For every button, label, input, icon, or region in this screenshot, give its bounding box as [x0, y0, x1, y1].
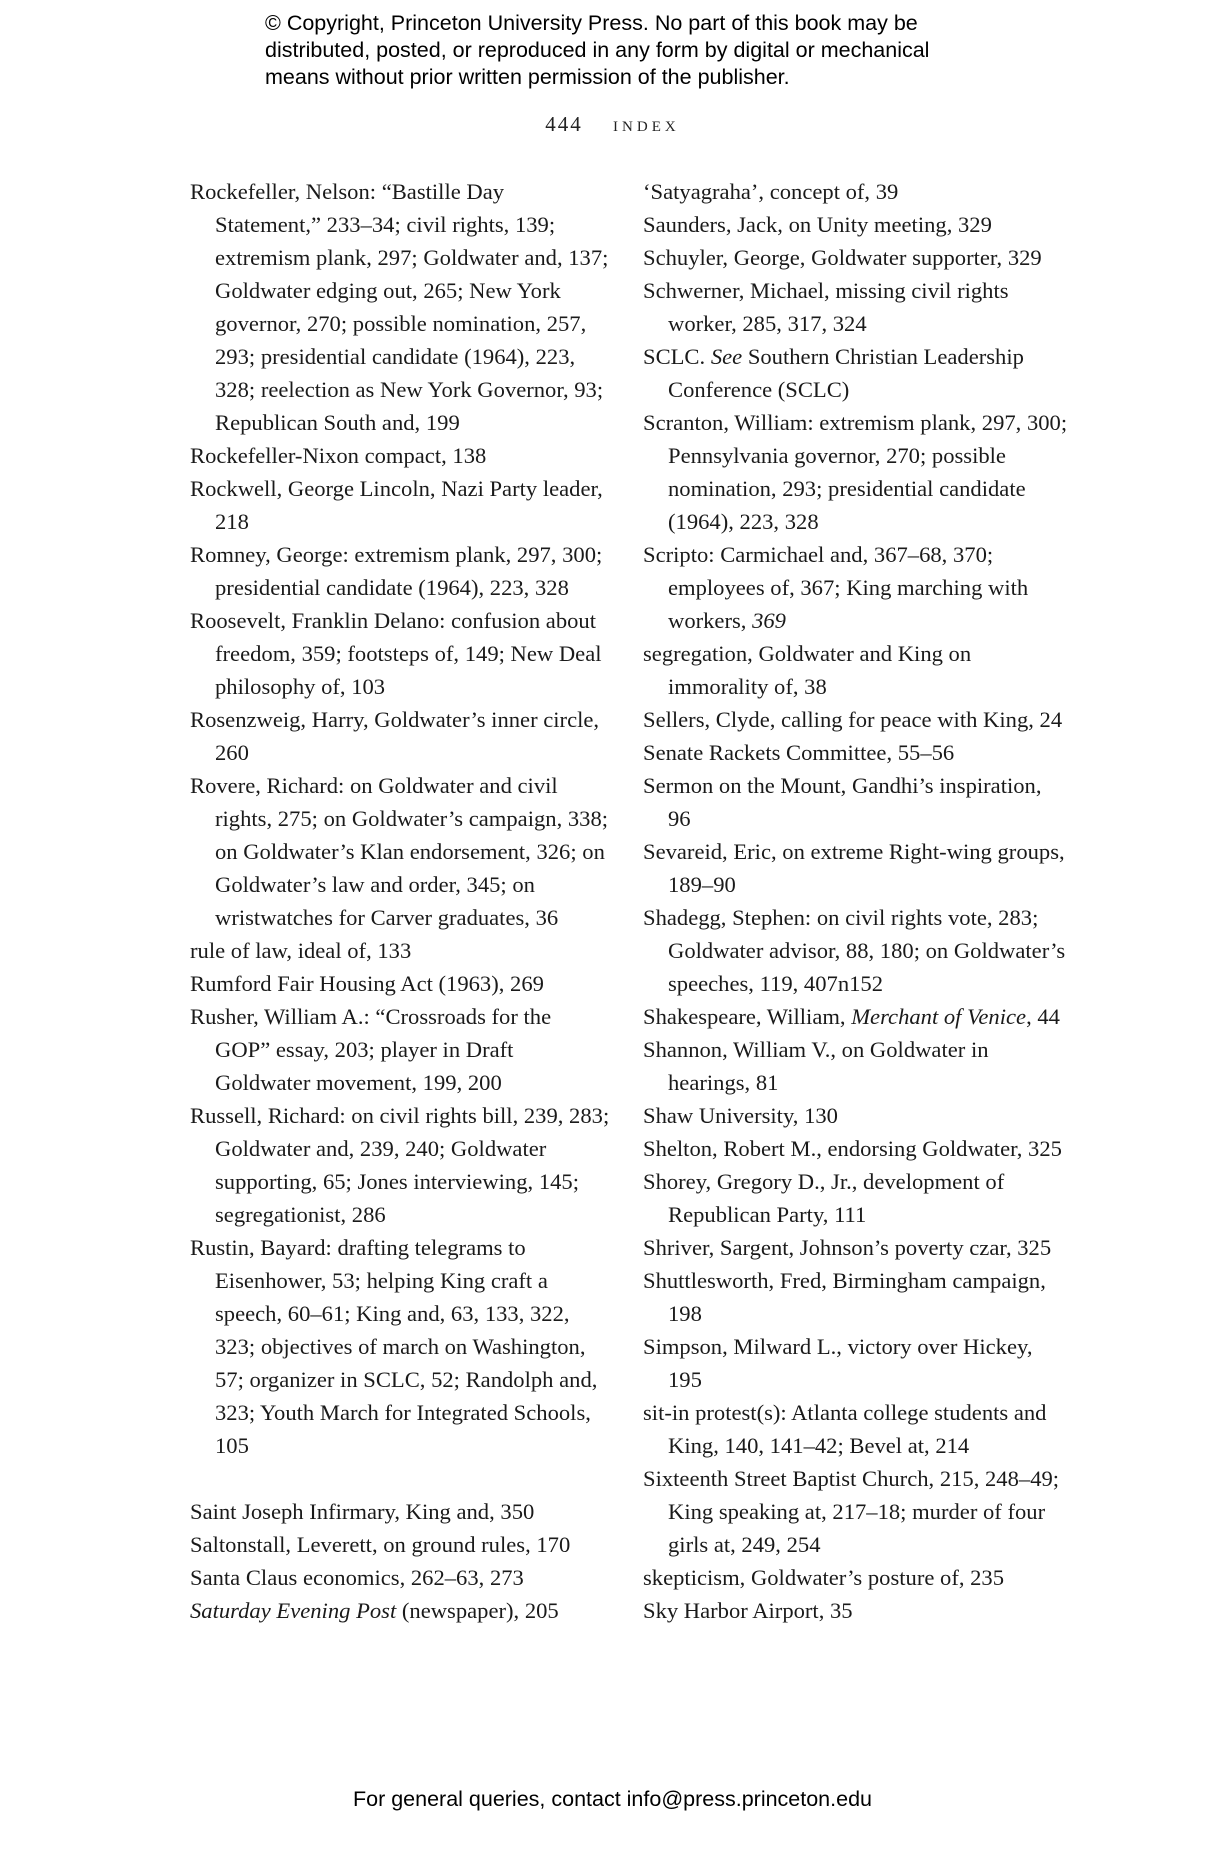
index-entry: [190, 1099, 610, 1231]
index-entry: [643, 538, 1068, 637]
index-entry-text: skepticism, Goldwater’s posture of, 235: [643, 1565, 1005, 1590]
index-entry: [643, 703, 1068, 736]
index-entry-text: ‘Satyagraha’, concept of, 39: [643, 179, 899, 204]
index-entry: [643, 175, 1068, 208]
index-entry: [190, 175, 610, 439]
copyright-notice: © Copyright, Princeton University Press. No part of this book may be distributed, posted, or reproduced in any form by digital or mechanical means without prior written permission of the publisher.: [265, 11, 930, 89]
index-entry: [190, 472, 610, 538]
index-entry: [190, 538, 610, 604]
index-entry: [643, 274, 1068, 340]
footer-contact: For general queries, contact info@press.princeton.edu: [352, 1787, 872, 1811]
index-entry: [643, 1561, 1068, 1594]
index-entry: [190, 703, 610, 769]
index-entry: [643, 637, 1068, 703]
index-entry-text: Rockwell, George Lincoln, Nazi Party leader, 218: [190, 476, 603, 534]
index-entry-text: Senate Rackets Committee, 55–56: [643, 740, 955, 765]
index-entry-text: Sevareid, Eric, on extreme Right-wing groups, 189–90: [643, 839, 1065, 897]
index-entry-text: Sixteenth Street Baptist Church, 215, 248–49; King speaking at, 217–18; murder of four girls at, 249, 254: [643, 1466, 1060, 1557]
index-entry: [643, 406, 1068, 538]
index-entry: [643, 1231, 1068, 1264]
index-entry-text: Rusher, William A.: “Crossroads for the GOP” essay, 203; player in Draft Goldwater movement, 199, 200: [190, 1004, 552, 1095]
index-column-right: [643, 175, 1068, 1627]
section-title: index: [613, 112, 680, 136]
index-entry: [643, 241, 1068, 274]
index-entry-text: (newspaper), 205: [396, 1598, 559, 1623]
index-entry: [643, 1000, 1068, 1033]
index-entry: [643, 1033, 1068, 1099]
index-entry-text: , 44: [1026, 1004, 1060, 1029]
index-entry-text: Sky Harbor Airport, 35: [643, 1598, 853, 1623]
index-entry: [643, 1165, 1068, 1231]
index-entry-text: Sellers, Clyde, calling for peace with King, 24: [643, 707, 1063, 732]
index-entry-text: Shorey, Gregory D., Jr., development of Republican Party, 111: [643, 1169, 1005, 1227]
index-entry-text: Schwerner, Michael, missing civil rights worker, 285, 317, 324: [643, 278, 1009, 336]
index-entry-italic: See: [710, 344, 743, 369]
index-entry: [190, 967, 610, 1000]
index-entry: [643, 1099, 1068, 1132]
index-entry-text: Russell, Richard: on civil rights bill, 239, 283; Goldwater and, 239, 240; Goldwater supporting, 65; Jones interviewing, 145; segregationist, 286: [190, 1103, 610, 1227]
index-entry-text: Shuttlesworth, Fred, Birmingham campaign, 198: [643, 1268, 1046, 1326]
index-entry: [643, 1594, 1068, 1627]
index-entry-italic: Merchant of Venice: [851, 1004, 1027, 1029]
index-entry-italic: Saturday Evening Post: [190, 1598, 397, 1623]
index-entry-text: Shadegg, Stephen: on civil rights vote, 283; Goldwater advisor, 88, 180; on Goldwater’s speeches, 119, 407n152: [643, 905, 1066, 996]
index-entry-text: SCLC.: [643, 344, 711, 369]
index-entry: [190, 1594, 610, 1627]
index-entry: [643, 1462, 1068, 1561]
index-entry-text: Santa Claus economics, 262–63, 273: [190, 1565, 524, 1590]
index-entry-text: rule of law, ideal of, 133: [190, 938, 412, 963]
index-entry-text: Saint Joseph Infirmary, King and, 350: [190, 1499, 535, 1524]
index-entry: [190, 934, 610, 967]
index-entry: [190, 1528, 610, 1561]
index-entry-text: Schuyler, George, Goldwater supporter, 329: [643, 245, 1042, 270]
page-number: 444: [545, 112, 583, 136]
index-entry-text: Southern Christian Leadership Conference (SCLC): [668, 344, 1024, 402]
index-entry-text: Rockefeller, Nelson: “Bastille Day Statement,” 233–34; civil rights, 139; extremism plank, 297; Goldwater and, 137; Goldwater edging out, 265; New York governor, 270; possible nomination, 257, 293; presidential candidate (1964), 223, 328; reelection as New York Governor, 93; Republican South and, 199: [190, 179, 609, 435]
index-entry-text: Simpson, Milward L., victory over Hickey, 195: [643, 1334, 1033, 1392]
index-entry: [190, 1231, 610, 1462]
index-entry-text: Shriver, Sargent, Johnson’s poverty czar, 325: [643, 1235, 1052, 1260]
index-entry-text: Rustin, Bayard: drafting telegrams to Eisenhower, 53; helping King craft a speech, 60–61; King and, 63, 133, 322, 323; objectives of march on Washington, 57; organizer in SCLC, 52; Randolph and, 323; Youth March for Integrated Schools, 105: [190, 1235, 598, 1458]
index-entry-text: Romney, George: extremism plank, 297, 300; presidential candidate (1964), 223, 328: [190, 542, 603, 600]
index-entry-text: Rumford Fair Housing Act (1963), 269: [190, 971, 544, 996]
index-entry: [643, 1330, 1068, 1396]
index-entry-text: Rockefeller-Nixon compact, 138: [190, 443, 487, 468]
index-entry: [643, 835, 1068, 901]
index-entry-text: Shaw University, 130: [643, 1103, 838, 1128]
index-entry-text: Saltonstall, Leverett, on ground rules, 170: [190, 1532, 571, 1557]
index-entry-text: Rosenzweig, Harry, Goldwater’s inner circle, 260: [190, 707, 600, 765]
index-column-left: [190, 175, 610, 1627]
index-entry-text: Roosevelt, Franklin Delano: confusion about freedom, 359; footsteps of, 149; New Deal philosophy of, 103: [190, 608, 602, 699]
index-entry: [190, 439, 610, 472]
index-entry-italic: 369: [752, 608, 786, 633]
index-entry: [643, 901, 1068, 1000]
index-entry-text: Scripto: Carmichael and, 367–68, 370; employees of, 367; King marching with workers,: [643, 542, 1029, 633]
index-entry: [643, 1264, 1068, 1330]
index-entry: [643, 340, 1068, 406]
index-entry: [643, 769, 1068, 835]
index-entry: [643, 1132, 1068, 1165]
index-entry: [190, 1000, 610, 1099]
index-entry-text: Rovere, Richard: on Goldwater and civil rights, 275; on Goldwater’s campaign, 338; on Goldwater’s Klan endorsement, 326; on Goldwater’s law and order, 345; on wristwatches for Carver graduates, 36: [190, 773, 609, 930]
index-entry: [643, 208, 1068, 241]
index-entry: [190, 769, 610, 934]
index-entry-text: sit-in protest(s): Atlanta college students and King, 140, 141–42; Bevel at, 214: [643, 1400, 1047, 1458]
running-head: [0, 112, 1225, 137]
index-entry: [190, 604, 610, 703]
index-entry-text: Scranton, William: extremism plank, 297, 300; Pennsylvania governor, 270; possible nomination, 293; presidential candidate (1964), 223, 328: [643, 410, 1068, 534]
index-entry-text: Shelton, Robert M., endorsing Goldwater, 325: [643, 1136, 1062, 1161]
index-entry: [190, 1561, 610, 1594]
index-entry-text: Shannon, William V., on Goldwater in hearings, 81: [643, 1037, 989, 1095]
index-entry-text: Saunders, Jack, on Unity meeting, 329: [643, 212, 992, 237]
index-entry-text: Sermon on the Mount, Gandhi’s inspiration, 96: [643, 773, 1042, 831]
letter-group-gap: [190, 1462, 610, 1495]
index-entry: [643, 736, 1068, 769]
index-entry: [190, 1495, 610, 1528]
index-entry: [643, 1396, 1068, 1462]
index-entry-text: Shakespeare, William,: [643, 1004, 852, 1029]
index-entry-text: segregation, Goldwater and King on immorality of, 38: [643, 641, 972, 699]
